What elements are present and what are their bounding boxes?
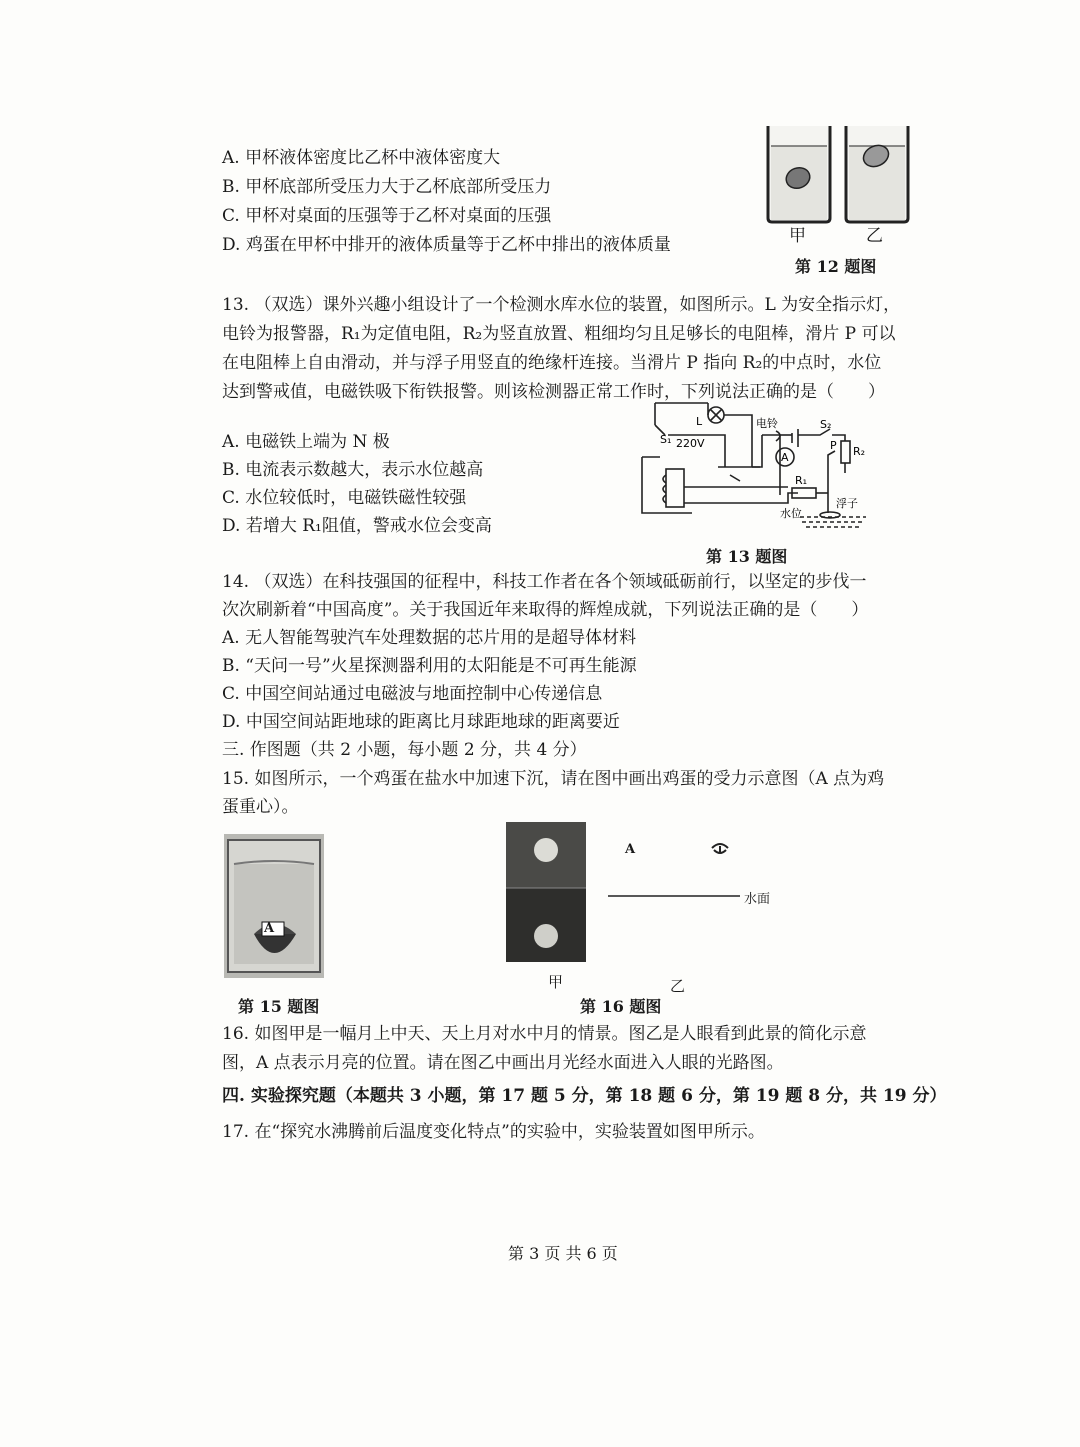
label-bell: 电铃 [756, 417, 778, 430]
q14-option-b: B. “天问一号”火星探测器利用的太阳能是不可再生能源 [222, 656, 637, 676]
q14-option-a: A. 无人智能驾驶汽车处理数据的芯片用的是超导体材料 [222, 628, 637, 648]
q16-water-label: 水面 [744, 892, 771, 907]
q16-caption: 第 16 题图 [580, 997, 662, 1016]
label-s2: S₂ [820, 418, 832, 431]
label-float: 浮子 [836, 497, 858, 510]
q16-label-jia: 甲 [548, 973, 564, 991]
moon-reflection-icon [534, 924, 558, 948]
q14-option-c: C. 中国空间站通过电磁波与地面控制中心传递信息 [222, 684, 603, 704]
page-footer: 第 3 页 共 6 页 [508, 1244, 618, 1263]
label-p: P [830, 439, 837, 452]
q13-option-b: B. 电流表示数越大，表示水位越高 [222, 460, 484, 480]
label-water-level: 水位 [780, 507, 802, 520]
q14-stem-line-1: 14. （双选）在科技强国的征程中，科技工作者在各个领域砥砺前行，以坚定的步伐一 [222, 572, 867, 592]
section-3-heading: 三. 作图题（共 2 小题，每小题 2 分，共 4 分） [222, 740, 587, 760]
label-r2: R₂ [853, 445, 866, 458]
q15-photo [224, 834, 324, 978]
q13-option-a: A. 电磁铁上端为 N 极 [222, 432, 390, 452]
label-lamp: L [696, 415, 703, 428]
beaker-jia [768, 126, 830, 222]
q15-caption: 第 15 题图 [238, 997, 320, 1016]
moon-icon [534, 838, 558, 862]
beaker-yi [846, 126, 908, 222]
q12-label-jia: 甲 [789, 226, 806, 246]
q13-stem-line-3: 在电阻棒上自由滑动，并与浮子用竖直的绝缘杆连接。当滑片 P 指向 R₂的中点时，水位 [222, 353, 882, 373]
q16-stem-line-1: 16. 如图甲是一幅月上中天、天上月对水中月的情景。图乙是人眼看到此景的简化示意 [222, 1024, 867, 1044]
q16-point-a-label: A [625, 842, 636, 857]
label-s1: S₁ [660, 433, 672, 446]
q16-label-yi: 乙 [670, 977, 686, 995]
q12-option-c: C. 甲杯对桌面的压强等于乙杯对桌面的压强 [222, 206, 552, 226]
q13-circuit-diagram [630, 395, 920, 530]
q12-beakers-figure [762, 122, 922, 232]
label-220v: 220V [676, 437, 705, 450]
q13-stem-line-4: 达到警戒值，电磁铁吸下衔铁报警。则该检测器正常工作时，下列说法正确的是（ ） [222, 382, 885, 402]
q17-stem: 17. 在“探究水沸腾前后温度变化特点”的实验中，实验装置如图甲所示。 [222, 1122, 765, 1142]
q13-caption: 第 13 题图 [706, 547, 788, 566]
section-4-heading: 四. 实验探究题（本题共 3 小题，第 17 题 5 分，第 18 题 6 分，第 19 题 8 分，共 19 分） [222, 1086, 947, 1106]
q16-stem-line-2: 图，A 点表示月亮的位置。请在图乙中画出月光经水面进入人眼的光路图。 [222, 1053, 784, 1073]
q13-option-c: C. 水位较低时，电磁铁磁性较强 [222, 488, 467, 508]
q14-option-d: D. 中国空间站距地球的距离比月球距地球的距离要近 [222, 712, 620, 732]
q12-label-yi: 乙 [866, 226, 883, 246]
q13-stem-line-1: 13. （双选）课外兴趣小组设计了一个检测水库水位的装置，如图所示。L 为安全指示灯， [222, 295, 901, 315]
q12-option-d: D. 鸡蛋在甲杯中排开的液体质量等于乙杯中排出的液体质量 [222, 235, 671, 255]
q15-stem-line-2: 蛋重心）。 [222, 797, 299, 817]
q15-stem-line-1: 15. 如图所示，一个鸡蛋在盐水中加速下沉，请在图中画出鸡蛋的受力示意图（A 点为鸡 [222, 769, 885, 789]
q15-point-a-label: A [264, 921, 275, 936]
label-ammeter: A [781, 451, 789, 464]
label-r1: R₁ [795, 474, 808, 487]
q12-option-a: A. 甲杯液体密度比乙杯中液体密度大 [222, 148, 501, 168]
q12-option-b: B. 甲杯底部所受压力大于乙杯底部所受压力 [222, 177, 552, 197]
q13-option-d: D. 若增大 R₁阻值，警戒水位会变高 [222, 516, 492, 536]
eye-icon [712, 844, 728, 853]
q14-stem-line-2: 次次刷新着“中国高度”。关于我国近年来取得的辉煌成就，下列说法正确的是（ ） [222, 600, 869, 620]
q12-caption: 第 12 题图 [795, 257, 877, 276]
q13-stem-line-2: 电铃为报警器，R₁为定值电阻，R₂为竖直放置、粗细均匀且足够长的电阻棒，滑片 P 可以 [222, 324, 896, 344]
q16-photo-jia [506, 822, 586, 962]
